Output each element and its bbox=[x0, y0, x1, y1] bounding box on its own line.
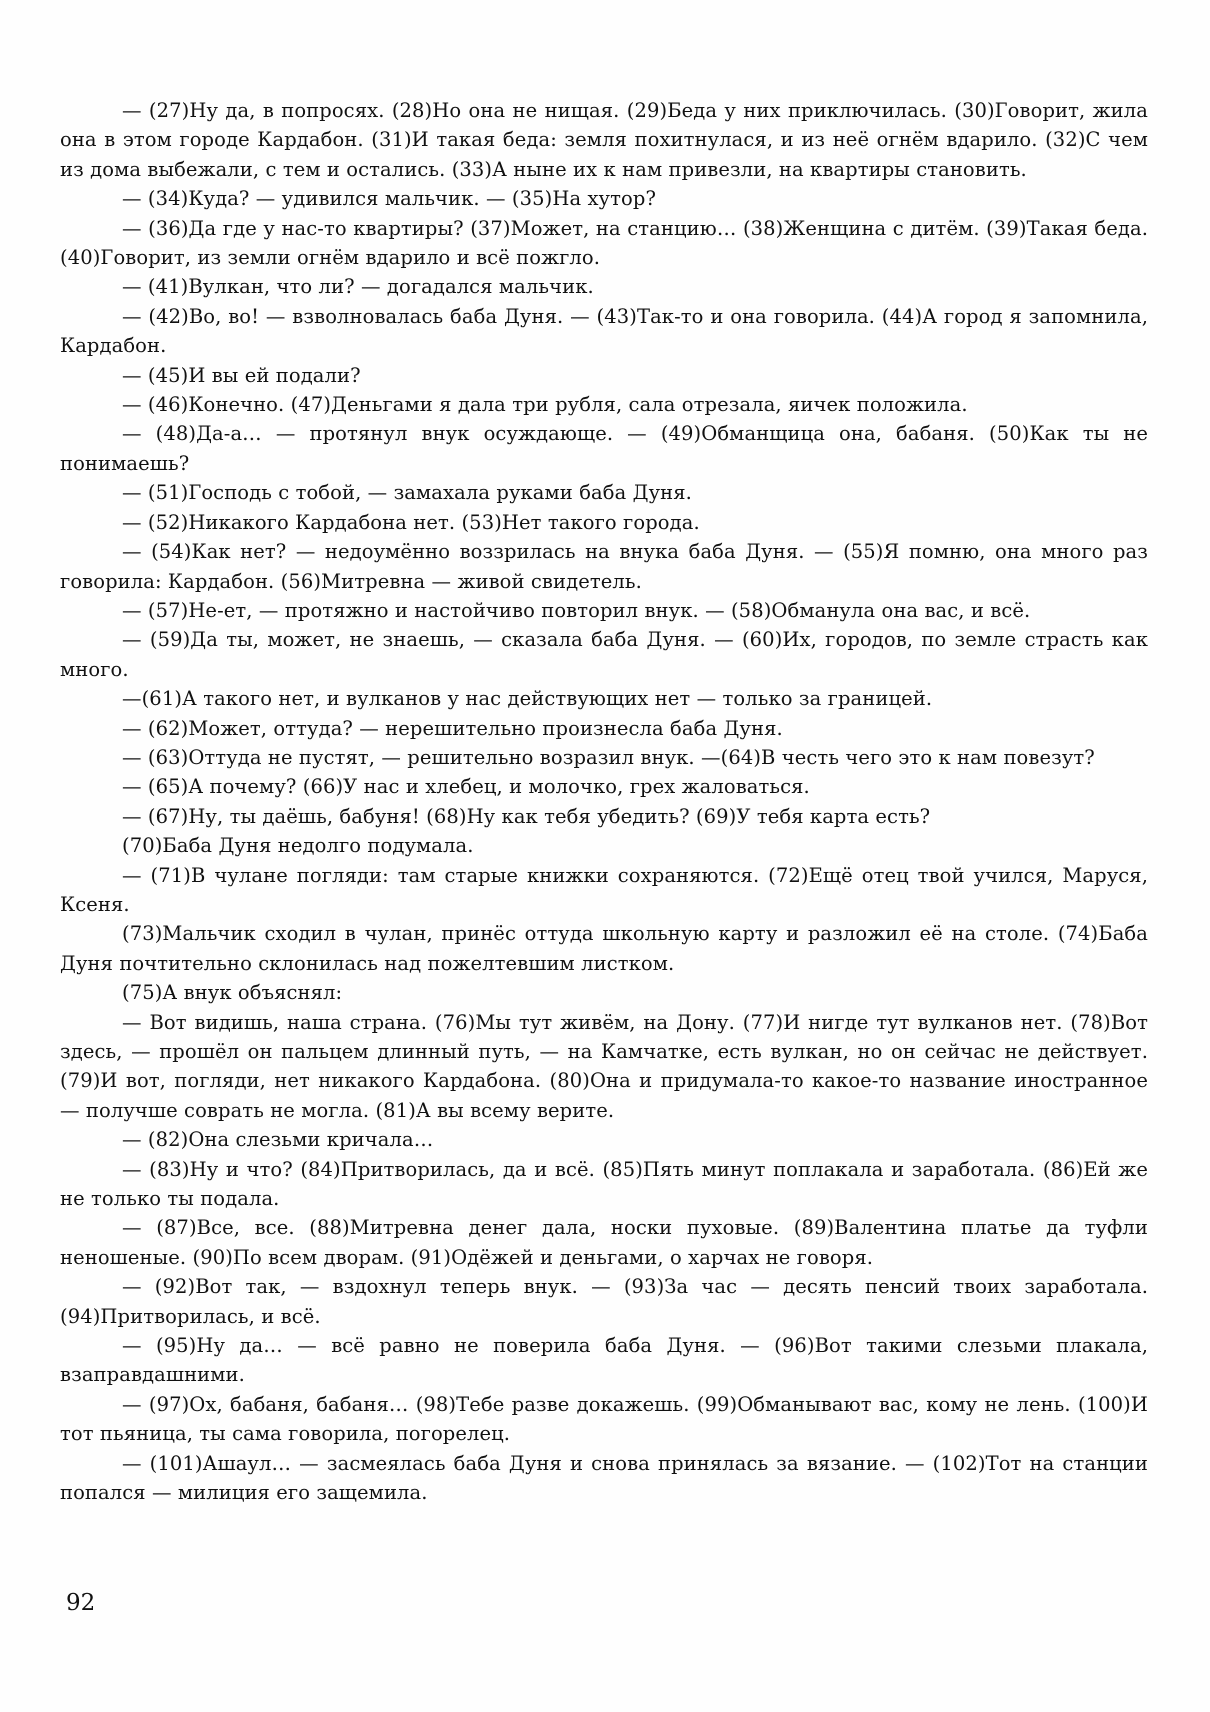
paragraph: — (82)Она слезьми кричала… bbox=[122, 1128, 434, 1152]
paragraph: — (87)Все, все. (88)Митревна денег дала, носки пуховые. (89)Валентина платье да туфли неношеные. (90)По всем дворам. (91)Одёжей и деньгами, о харчах не говоря. bbox=[60, 1216, 1148, 1269]
paragraph: —(61)А такого нет, и вулканов у нас действующих нет — только за границей. bbox=[122, 687, 933, 711]
paragraph: — (95)Ну да… — всё равно не поверила баба Дуня. — (96)Вот такими слезьми плакала, взаправдашними. bbox=[60, 1334, 1148, 1387]
paragraph: — (41)Вулкан, что ли? — догадался мальчик. bbox=[122, 275, 594, 299]
paragraph: — (48)Да-а… — протянул внук осуждающе. — (49)Обманщица она, бабаня. (50)Как ты не понимаешь? bbox=[60, 422, 1148, 475]
paragraph: — (62)Может, оттуда? — нерешительно произнесла баба Дуня. bbox=[122, 716, 783, 740]
page-number: 92 bbox=[66, 1590, 96, 1616]
paragraph: — (71)В чулане погляди: там старые книжки сохраняются. (72)Ещё отец твой учился, Маруся, Ксеня. bbox=[60, 863, 1148, 916]
paragraph: (70)Баба Дуня недолго подумала. bbox=[122, 834, 474, 858]
paragraph: — (57)Не-ет, — протяжно и настойчиво повторил внук. — (58)Обманула она вас, и всё. bbox=[122, 598, 1031, 622]
paragraph: — (54)Как нет? — недоумённо воззрилась на внука баба Дуня. — (55)Я помню, она много раз говорила: Кардабон. (56)Митревна — живой свидетель. bbox=[60, 540, 1148, 593]
paragraph: — (67)Ну, ты даёшь, бабуня! (68)Ну как тебя убедить? (69)У тебя карта есть? bbox=[122, 804, 931, 828]
paragraph: — (36)Да где у нас-то квартиры? (37)Может, на станцию… (38)Женщина с дитём. (39)Такая беда. (40)Говорит, из земли огнём вдарило и всё пожгло. bbox=[60, 216, 1148, 270]
paragraph: — (63)Оттуда не пустят, — решительно возразил внук. —(64)В честь чего это к нам повезут? bbox=[122, 745, 1095, 769]
paragraph: — (27)Ну да, в попросях. (28)Но она не нищая. (29)Беда у них приключилась. (30)Говорит, жила она в этом городе Кардабон. (31)И такая беда: земля похитнулася, и из неё огнём вдарило. (32)С чем из дома выбежали, с тем и остались. (33)А ныне их к нам привезли, на квартиры становить. bbox=[60, 99, 1148, 181]
paragraph: — (46)Конечно. (47)Деньгами я дала три рубля, сала отрезала, яичек положила. bbox=[122, 393, 968, 417]
paragraph: — (83)Ну и что? (84)Притворилась, да и всё. (85)Пять минут поплакала и заработала. (86)Ей же не только ты подала. bbox=[60, 1157, 1148, 1211]
paragraph: — (92)Вот так, — вздохнул теперь внук. — (93)За час — десять пенсий твоих заработала. (94)Притворилась, и всё. bbox=[60, 1275, 1148, 1328]
paragraph: (73)Мальчик сходил в чулан, принёс оттуда школьную карту и разложил её на столе. (74)Баба Дуня почтительно склонилась над пожелтевшим листком. bbox=[60, 922, 1148, 975]
paragraph: — (42)Во, во! — взволновалась баба Дуня. — (43)Так-то и она говорила. (44)А город я запомнила, Кардабон. bbox=[60, 304, 1148, 358]
paragraph: — (65)А почему? (66)У нас и хлебец, и молочко, грех жаловаться. bbox=[122, 775, 810, 799]
paragraph: — Вот видишь, наша страна. (76)Мы тут живём, на Дону. (77)И нигде тут вулканов нет. (78)Вот здесь, — прошёл он пальцем длинный путь, — на Камчатке, есть вулкан, но он сейчас не действует. (79)И вот, погляди, нет никакого Кардабона. (80)Она и придумала-то какое-то название иностранное — получше соврать не могла. (81)А вы всему верите. bbox=[60, 1010, 1148, 1122]
paragraph: — (59)Да ты, может, не знаешь, — сказала баба Дуня. — (60)Их, городов, по земле страсть как много. bbox=[60, 628, 1148, 681]
paragraph: — (101)Ашаул… — засмеялась баба Дуня и снова принялась за вязание. — (102)Тот на станции попался — милиция его защемила. bbox=[60, 1451, 1148, 1505]
paragraph: — (34)Куда? — удивился мальчик. — (35)На хутор? bbox=[122, 187, 656, 211]
paragraph: — (52)Никакого Кардабона нет. (53)Нет такого города. bbox=[122, 510, 700, 534]
paragraph: — (45)И вы ей подали? bbox=[122, 363, 361, 387]
paragraph: — (51)Господь с тобой, — замахала руками баба Дуня. bbox=[122, 481, 692, 505]
paragraph: (75)А внук объяснял: bbox=[122, 981, 343, 1005]
story-text bbox=[60, 96, 1148, 1508]
paragraph: — (97)Ох, бабаня, бабаня… (98)Тебе разве докажешь. (99)Обманывают вас, кому не лень. (100)И тот пьяница, ты сама говорила, погорелец. bbox=[60, 1392, 1148, 1446]
